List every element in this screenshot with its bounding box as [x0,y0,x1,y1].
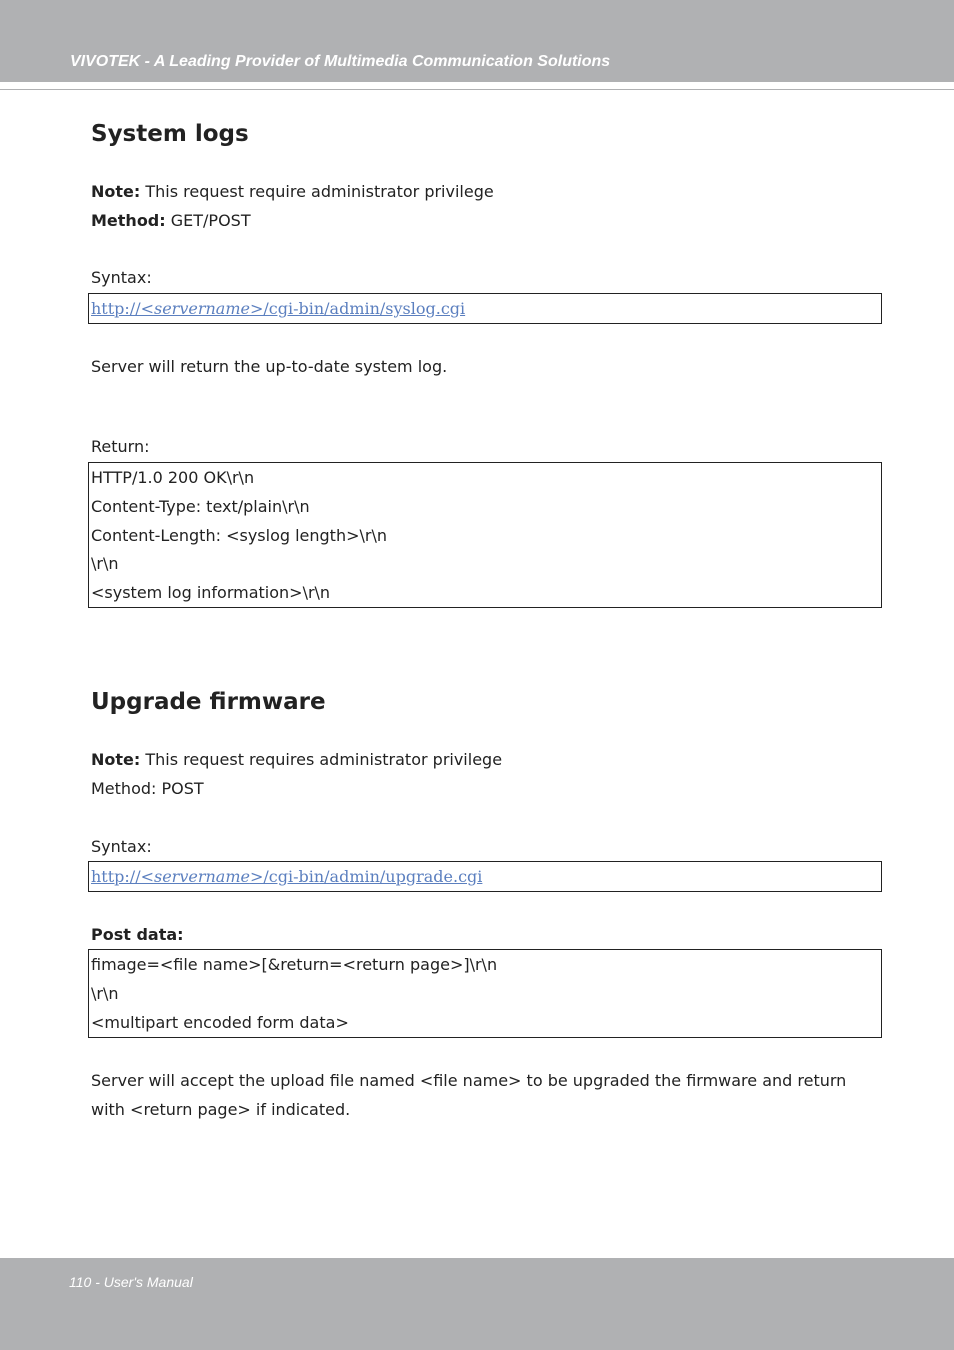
header-divider [0,89,954,90]
url-prefix: http://< [91,867,154,886]
note-line [91,750,502,769]
syntax-box [88,861,882,892]
return-line: Content-Type: text/plain\r\n [91,497,310,516]
syntax-box [88,293,882,324]
note-label: Note: [91,182,141,201]
section-heading-upgrade-firmware: Upgrade firmware [91,689,326,715]
return-line: HTTP/1.0 200 OK\r\n [91,468,255,487]
page-footer [0,1258,954,1350]
note-text: This request requires administrator privilege [140,750,503,769]
url-suffix: >/cgi-bin/admin/syslog.cgi [249,299,466,318]
return-line: <system log information>\r\n [91,583,331,602]
url-servername: servername [153,867,250,886]
url-prefix: http://< [91,299,154,318]
note-text: This request require administrator privilege [140,182,494,201]
post-data-line: \r\n [91,984,119,1003]
post-data-line: <multipart encoded form data> [91,1013,349,1032]
note-line [91,182,494,201]
method-line [91,211,251,230]
post-data-line: fimage=<file name>[&return=<return page>]\r\n [91,955,498,974]
description-text: Server will return the up-to-date system log. [91,357,448,376]
return-line: \r\n [91,554,119,573]
return-box [88,462,882,608]
method-line: Method: POST [91,779,204,798]
url-suffix: >/cgi-bin/admin/upgrade.cgi [249,867,483,886]
note-label: Note: [91,750,141,769]
method-label: Method: [91,211,166,230]
return-line: Content-Length: <syslog length>\r\n [91,526,387,545]
page-number: 110 - User's Manual [69,1274,193,1290]
post-data-label: Post data: [91,925,184,944]
syntax-label: Syntax: [91,268,152,287]
description-text: Server will accept the upload file named <file name> to be upgraded the firmware and return [91,1071,847,1090]
header-title: VIVOTEK - A Leading Provider of Multimedia Communication Solutions [70,53,611,70]
syntax-url-link[interactable] [91,867,482,886]
method-text: GET/POST [165,211,251,230]
post-data-box [88,949,882,1038]
syntax-url-link[interactable] [91,299,465,318]
syntax-label: Syntax: [91,837,152,856]
return-label: Return: [91,437,150,456]
section-heading-system-logs: System logs [91,121,249,147]
description-text: with <return page> if indicated. [91,1100,351,1119]
url-servername: servername [153,299,250,318]
page-header [0,0,954,82]
